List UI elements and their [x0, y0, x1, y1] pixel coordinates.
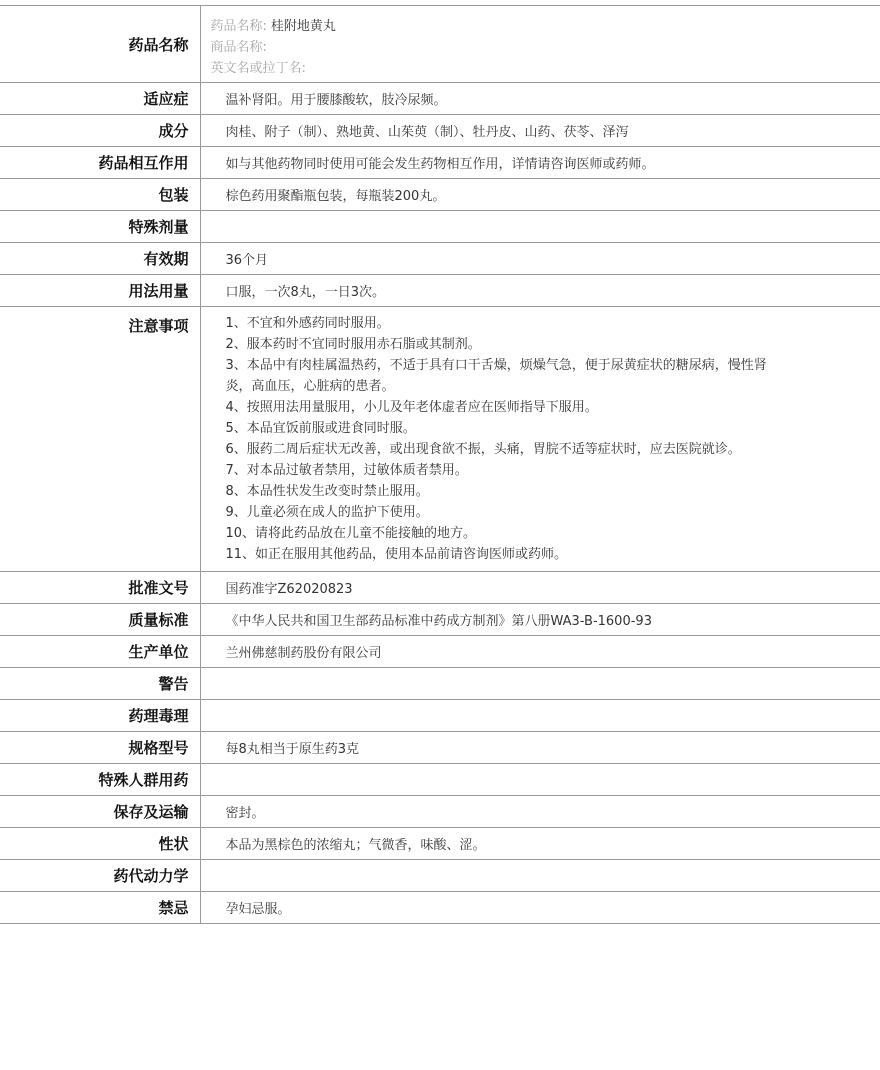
label-special-dosage: 特殊剂量: [0, 211, 200, 243]
label-dosage: 用法用量: [0, 275, 200, 307]
value-dosage: 口服，一次8丸，一日3次。: [200, 275, 880, 307]
value-pharmacology: [200, 700, 880, 732]
row-warning: [0, 668, 880, 700]
precaution-item: 11、如正在服用其他药品，使用本品前请咨询医师或药师。: [225, 547, 568, 562]
precaution-item: 6、服药二周后症状无改善，或出现食欲不振，头痛，胃脘不适等症状时，应去医院就诊。: [225, 442, 741, 457]
label-pharmacokinetics: 药代动力学: [0, 860, 200, 892]
label-storage: 保存及运输: [0, 796, 200, 828]
value-precautions: [200, 307, 880, 572]
value-contraindications: 孕妇忌服。: [200, 892, 880, 924]
label-description: 性状: [0, 828, 200, 860]
value-pharmacokinetics: [200, 860, 880, 892]
value-ingredients: 肉桂、附子（制）、熟地黄、山茱萸（制）、牡丹皮、山药、茯苓、泽泻: [200, 115, 880, 147]
row-dosage: [0, 275, 880, 307]
row-contraindications: [0, 892, 880, 924]
precaution-item: 4、按照用法用量服用，小儿及年老体虚者应在医师指导下服用。: [225, 400, 598, 415]
value-storage: 密封。: [200, 796, 880, 828]
label-warning: 警告: [0, 668, 200, 700]
precaution-item: 10、请将此药品放在儿童不能接触的地方。: [225, 526, 477, 541]
generic-name-key: 药品名称:: [210, 19, 267, 34]
row-interactions: [0, 147, 880, 179]
value-drug-names: [200, 6, 880, 83]
label-shelf-life: 有效期: [0, 243, 200, 275]
latin-name-line: [211, 58, 880, 79]
row-special-populations: [0, 764, 880, 796]
value-special-dosage: [200, 211, 880, 243]
label-manufacturer: 生产单位: [0, 636, 200, 668]
row-manufacturer: [0, 636, 880, 668]
row-pharmacokinetics: [0, 860, 880, 892]
trade-name-key: 商品名称:: [210, 40, 267, 55]
generic-name-value: 桂附地黄丸: [270, 19, 336, 34]
row-quality-standard: [0, 604, 880, 636]
row-specification: [0, 732, 880, 764]
precaution-item: 2、服本药时不宜同时服用赤石脂或其制剂。: [225, 337, 481, 352]
label-special-populations: 特殊人群用药: [0, 764, 200, 796]
row-storage: [0, 796, 880, 828]
drug-info-table: [0, 5, 880, 924]
precaution-item: 1、不宜和外感药同时服用。: [225, 316, 390, 331]
value-shelf-life: 36个月: [200, 243, 880, 275]
label-drug-name: 药品名称: [0, 6, 200, 83]
precaution-item: 9、儿童必须在成人的监护下使用。: [225, 505, 429, 520]
value-special-populations: [200, 764, 880, 796]
row-indications: [0, 83, 880, 115]
row-approval-number: [0, 572, 880, 604]
latin-name-key: 英文名或拉丁名:: [210, 61, 306, 76]
value-warning: [200, 668, 880, 700]
precaution-item: 7、对本品过敏者禁用，过敏体质者禁用。: [225, 463, 468, 478]
precaution-item: 3、本品中有肉桂属温热药，不适于具有口干舌燥，烦燥气急，便于尿黄症状的糖尿病，慢性肾炎，高血压，心脏病的患者。: [225, 358, 767, 394]
value-quality-standard: 《中华人民共和国卫生部药品标准中药成方制剂》第八册WA3-B-1600-93: [200, 604, 880, 636]
row-drug-name: [0, 6, 880, 83]
row-description: [0, 828, 880, 860]
label-precautions: 注意事项: [0, 307, 200, 572]
row-precautions: [0, 307, 880, 572]
row-special-dosage: [0, 211, 880, 243]
label-specification: 规格型号: [0, 732, 200, 764]
row-ingredients: [0, 115, 880, 147]
row-pharmacology: [0, 700, 880, 732]
label-approval-number: 批准文号: [0, 572, 200, 604]
value-indications: 温补肾阳。用于腰膝酸软，肢冷尿频。: [200, 83, 880, 115]
label-packaging: 包装: [0, 179, 200, 211]
generic-name-line: [211, 16, 880, 37]
precaution-item: 5、本品宜饭前服或进食同时服。: [225, 421, 416, 436]
label-interactions: 药品相互作用: [0, 147, 200, 179]
value-description: 本品为黑棕色的浓缩丸；气微香，味酸、涩。: [200, 828, 880, 860]
value-approval-number: 国药准字Z62020823: [200, 572, 880, 604]
precaution-item: 8、本品性状发生改变时禁止服用。: [225, 484, 429, 499]
value-specification: 每8丸相当于原生药3克: [200, 732, 880, 764]
row-shelf-life: [0, 243, 880, 275]
value-packaging: 棕色药用聚酯瓶包装，每瓶装200丸。: [200, 179, 880, 211]
row-packaging: [0, 179, 880, 211]
label-contraindications: 禁忌: [0, 892, 200, 924]
value-manufacturer: 兰州佛慈制药股份有限公司: [200, 636, 880, 668]
trade-name-line: [211, 37, 880, 58]
label-ingredients: 成分: [0, 115, 200, 147]
label-indications: 适应症: [0, 83, 200, 115]
label-pharmacology: 药理毒理: [0, 700, 200, 732]
value-interactions: 如与其他药物同时使用可能会发生药物相互作用，详情请咨询医师或药师。: [200, 147, 880, 179]
label-quality-standard: 质量标准: [0, 604, 200, 636]
